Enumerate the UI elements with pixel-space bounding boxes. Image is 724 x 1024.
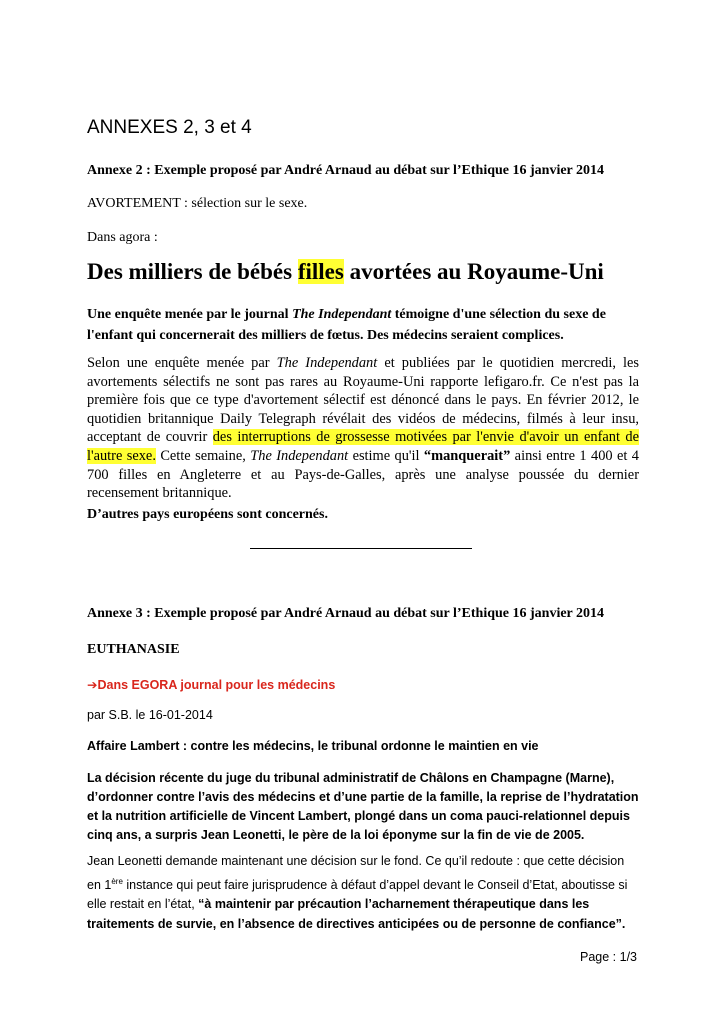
- page-number: Page : 1/3: [580, 950, 637, 964]
- body-text-5: ainsi entre 1 400 et 4 700 filles en Angleterre et au Pays-de-Galles, après une analyse poussée du dernier recensement britannique.: [87, 447, 639, 502]
- body-text-1: Selon une enquête menée par: [87, 355, 277, 371]
- article-body: [87, 354, 639, 503]
- annexe2-conclusion: D’autres pays européens sont concernés.: [87, 507, 328, 522]
- arrow-right-icon: ➔: [87, 678, 98, 692]
- egora-source: [87, 677, 639, 692]
- body-text-2: et publiées par le quotidien mercredi, les avortements sélectifs ne sont pas rares au Royaume-Uni rapporte lefigaro.fr. Ce n'est pas la première fois que ce type d'avortement sélectif est dénoncé dans le pays. En février 2012, le quotidien britannique Daily Telegraph révélait des vidéos de médecins, filmés à leur insu, acceptant de couvrir: [87, 355, 639, 446]
- annexes-heading: ANNEXES 2, 3 et 4: [87, 117, 252, 138]
- lead-text-start: Une enquête menée par le journal: [87, 307, 293, 322]
- egora-source-label: Dans EGORA journal pour les médecins: [97, 678, 336, 692]
- title-highlight: filles: [297, 259, 344, 284]
- egora-body-text-1: Jean Leonetti demande maintenant une décision sur le fond. Ce qu’il redoute : que cette décision en 1: [87, 854, 625, 892]
- egora-body-text-2: instance qui peut faire jurisprudence à défaut d’appel devant le Conseil d’Etat, aboutisse si elle restait en l’état,: [87, 877, 628, 912]
- annexe3-topic: EUTHANASIE: [87, 642, 180, 657]
- article-title: [87, 259, 639, 285]
- lead-text-end: témoigne d'une sélection du sexe de l'enfant qui concernerait des milliers de fœtus. Des médecins seraient complices.: [87, 307, 606, 343]
- body-quote: “manquerait”: [423, 447, 511, 464]
- annexe3-header: Annexe 3 : Exemple proposé par André Arnaud au débat sur l’Ethique 16 janvier 2014: [87, 606, 605, 621]
- body-journal-name-1: The Independant: [276, 355, 378, 371]
- egora-body-quote: “à maintenir par précaution l’acharnement thérapeutique dans les traitements de survie, en l’absence de directives anticipées ou de personne de confiance”.: [87, 897, 626, 931]
- ordinal-superscript: ère: [111, 876, 123, 886]
- body-highlight: des interruptions de grossesse motivées par l'envie d'avoir un enfant de l'autre sexe.: [87, 429, 639, 464]
- egora-intro: La décision récente du juge du tribunal administratif de Châlons en Champagne (Marne), d’ordonner contre l’avis des médecins et d’une partie de la famille, la reprise de l’hydratation et la nutrition artificielle de Vincent Lambert, plongé dans un coma pauci-relationnel depuis cinq ans, a surpris Jean Leonetti, le père de la loi éponyme sur la fin de vie de 2005.: [87, 771, 639, 842]
- egora-body: [87, 852, 639, 935]
- annexe2-topic: AVORTEMENT : sélection sur le sexe.: [87, 196, 308, 211]
- title-text-end: avortées au Royaume-Uni: [343, 259, 604, 284]
- body-text-4: estime qu'il: [348, 447, 424, 464]
- lead-journal-name: The Independant: [292, 307, 392, 322]
- annexe2-source: Dans agora :: [87, 230, 158, 245]
- body-text-3: Cette semaine,: [155, 447, 251, 464]
- egora-article-title: Affaire Lambert : contre les médecins, le tribunal ordonne le maintien en vie: [87, 739, 539, 753]
- annexe2-header: Annexe 2 : Exemple proposé par André Arnaud au débat sur l’Ethique 16 janvier 2014: [87, 163, 605, 178]
- article-lead: [87, 304, 639, 346]
- title-text-start: Des milliers de bébés: [87, 259, 298, 284]
- section-divider: [250, 548, 472, 549]
- byline: par S.B. le 16-01-2014: [87, 708, 213, 722]
- body-journal-name-2: The Independant: [250, 447, 349, 464]
